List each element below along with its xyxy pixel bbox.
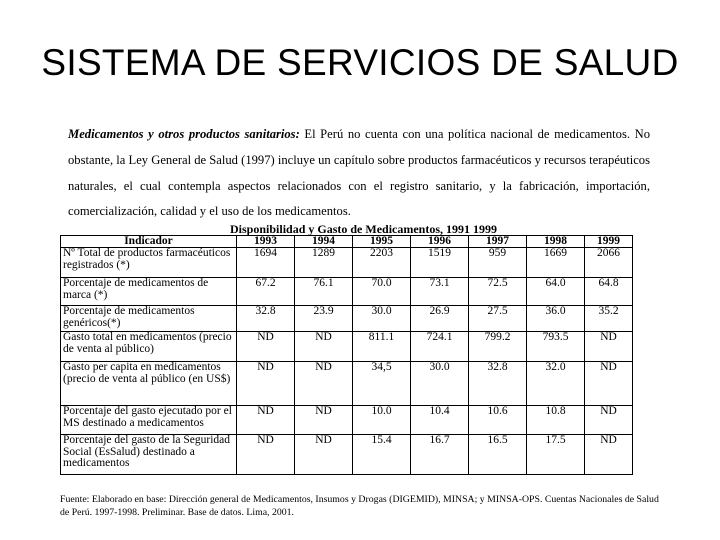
source-note: Fuente: Elaborado en base: Dirección general de Medicamentos, Insumos y Drogas (DIGEMID), MINSA; y MINSA-OPS. Cuentas Nacionales de Salud de Perú. 1997-1998. Preliminar. Base de datos. Lima, 2001. [60, 494, 659, 518]
paragraph-lead: Medicamentos y otros productos sanitarios: [68, 127, 300, 141]
row-indicator: Gasto total en medicamentos (precio de venta al público) [61, 332, 237, 362]
cell-1993: 67.2 [237, 278, 295, 306]
cell-1995: 30.0 [353, 306, 411, 332]
cell-1999: ND [585, 362, 633, 406]
document-excerpt [60, 118, 660, 523]
cell-1995: 15.4 [353, 435, 411, 475]
row-indicator: Porcentaje de medicamentos de marca (*) [61, 278, 237, 306]
cell-1994: ND [295, 362, 353, 406]
table-row [61, 362, 633, 406]
row-indicator: Gasto per capita en medicamentos (precio de venta al público (en US$) [61, 362, 237, 406]
header-1993: 1993 [237, 236, 295, 248]
paragraph-body: El Perú no cuenta con una política nacional de medicamentos. No obstante, la Ley General de Salud (1997) incluye un capítulo sobre productos farmacéuticos y recursos terapéuticos naturales, el cual contempla aspectos relacionados con el registro sanitario, y la fabricación, importación, comercialización, calidad y el uso de los medicamentos. [68, 127, 650, 219]
cell-1993: 32.8 [237, 306, 295, 332]
cell-1999: ND [585, 435, 633, 475]
header-1995: 1995 [353, 236, 411, 248]
cell-1993: ND [237, 406, 295, 435]
header-1997: 1997 [469, 236, 527, 248]
cell-1997: 10.6 [469, 406, 527, 435]
cell-1994: ND [295, 435, 353, 475]
header-1996: 1996 [411, 236, 469, 248]
drug-availability-table [60, 235, 633, 475]
table-row [61, 332, 633, 362]
table-row [61, 435, 633, 475]
cell-1994: 23.9 [295, 306, 353, 332]
header-1998: 1998 [527, 236, 585, 248]
table-title: Disponibilidad y Gasto de Medicamentos, 1991 1999 [230, 222, 498, 236]
cell-1999: 64.8 [585, 278, 633, 306]
cell-1996: 30.0 [411, 362, 469, 406]
cell-1997: 32.8 [469, 362, 527, 406]
cell-1998: 1669 [527, 248, 585, 278]
cell-1993: ND [237, 332, 295, 362]
cell-1996: 724.1 [411, 332, 469, 362]
cell-1999: 2066 [585, 248, 633, 278]
cell-1997: 72.5 [469, 278, 527, 306]
cell-1996: 10.4 [411, 406, 469, 435]
row-indicator: Nº Total de productos farmacéuticos registrados (*) [61, 248, 237, 278]
cell-1995: 10.0 [353, 406, 411, 435]
intro-paragraph [68, 122, 650, 225]
cell-1997: 799.2 [469, 332, 527, 362]
cell-1997: 27.5 [469, 306, 527, 332]
table-row [61, 248, 633, 278]
cell-1994: 76.1 [295, 278, 353, 306]
cell-1998: 793.5 [527, 332, 585, 362]
cell-1998: 17.5 [527, 435, 585, 475]
table-row [61, 306, 633, 332]
cell-1999: 35.2 [585, 306, 633, 332]
header-1994: 1994 [295, 236, 353, 248]
cell-1993: ND [237, 362, 295, 406]
cell-1998: 64.0 [527, 278, 585, 306]
cell-1998: 32.0 [527, 362, 585, 406]
header-1999: 1999 [585, 236, 633, 248]
cell-1997: 16.5 [469, 435, 527, 475]
cell-1995: 811.1 [353, 332, 411, 362]
table-row [61, 406, 633, 435]
cell-1995: 70.0 [353, 278, 411, 306]
cell-1999: ND [585, 406, 633, 435]
row-indicator: Porcentaje de medicamentos genéricos(*) [61, 306, 237, 332]
header-indicador: Indicador [61, 236, 237, 248]
cell-1997: 959 [469, 248, 527, 278]
row-indicator: Porcentaje del gasto de la Seguridad Social (EsSalud) destinado a medicamentos [61, 435, 237, 475]
cell-1998: 10.8 [527, 406, 585, 435]
cell-1995: 34,5 [353, 362, 411, 406]
cell-1995: 2203 [353, 248, 411, 278]
cell-1993: 1694 [237, 248, 295, 278]
cell-1994: ND [295, 332, 353, 362]
cell-1996: 26.9 [411, 306, 469, 332]
table-header-row [61, 236, 633, 248]
cell-1996: 73.1 [411, 278, 469, 306]
cell-1994: 1289 [295, 248, 353, 278]
cell-1998: 36.0 [527, 306, 585, 332]
table-row [61, 278, 633, 306]
row-indicator: Porcentaje del gasto ejecutado por el MS destinado a medicamentos [61, 406, 237, 435]
cell-1994: ND [295, 406, 353, 435]
cell-1999: ND [585, 332, 633, 362]
cell-1996: 1519 [411, 248, 469, 278]
slide-title: SISTEMA DE SERVICIOS DE SALUD [41, 42, 679, 83]
cell-1993: ND [237, 435, 295, 475]
cell-1996: 16.7 [411, 435, 469, 475]
